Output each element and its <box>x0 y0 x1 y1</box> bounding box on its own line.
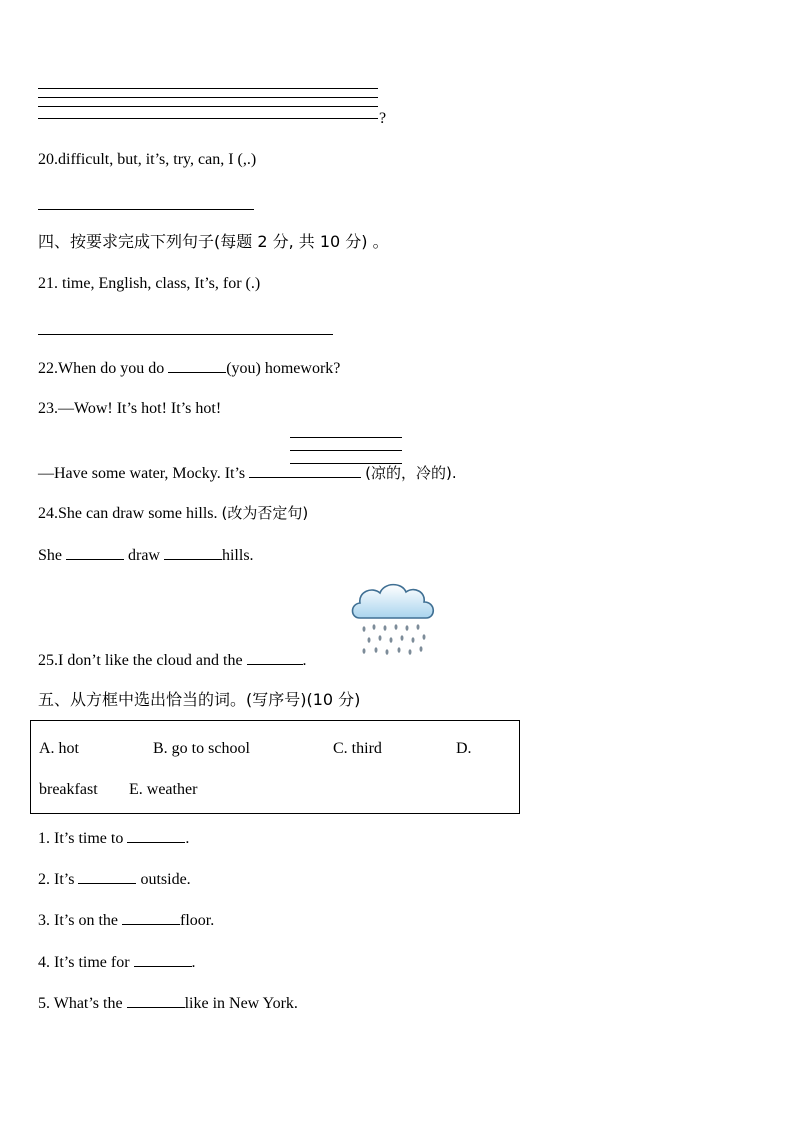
q23-hint: (凉的，冷的). <box>365 464 457 482</box>
option-a: A. hot <box>39 740 79 757</box>
q24-text: She can draw some hills. <box>58 505 218 522</box>
fill-1-blank[interactable] <box>127 828 185 843</box>
fill-3-after: floor. <box>180 912 215 929</box>
fill-2-blank[interactable] <box>78 869 136 884</box>
word-box <box>30 720 520 814</box>
section5-title: 五、从方框中选出恰当的词。(写序号)(10 分) <box>38 690 361 709</box>
q24-prompt <box>38 503 308 524</box>
option-b: B. go to school <box>153 740 250 757</box>
q24-blank-2[interactable] <box>164 545 222 560</box>
q25-blank[interactable] <box>247 650 303 665</box>
q23-line1-text: —Wow! It’s hot! It’s hot! <box>58 400 222 417</box>
q20-prompt <box>38 150 256 170</box>
q24-answer-b: draw <box>124 547 164 564</box>
fill-item-4 <box>38 952 196 973</box>
q20-number: 20. <box>38 151 58 168</box>
q24-answer-c: hills. <box>221 547 254 564</box>
q21-text: time, English, class, It’s, for (.) <box>58 275 261 292</box>
q21-prompt <box>38 274 260 294</box>
q25-prompt <box>38 650 307 671</box>
q21-answer-line[interactable] <box>38 334 333 335</box>
q24-answer-a: She <box>38 547 66 564</box>
fill-5-after: like in New York. <box>184 995 298 1012</box>
q19-line-1 <box>38 88 378 89</box>
option-e: E. weather <box>129 781 198 798</box>
q22-after: (you) homework? <box>226 360 341 377</box>
fill-3-before: 3. It’s on the <box>38 912 122 929</box>
q25-number: 25. <box>38 652 58 669</box>
q21-number: 21. <box>38 275 58 292</box>
fill-1-after: . <box>185 830 190 847</box>
fill-2-after: outside. <box>136 871 191 888</box>
q19-line-2 <box>38 97 378 98</box>
q20-answer-line[interactable] <box>38 209 254 210</box>
fill-item-5 <box>38 993 298 1014</box>
q22-prompt <box>38 358 340 379</box>
fill-item-3 <box>38 910 214 931</box>
section4-title: 四、按要求完成下列句子(每题 2 分, 共 10 分) 。 <box>38 232 389 251</box>
option-c: C. third <box>333 740 382 757</box>
fill-4-before: 4. It’s time for <box>38 954 134 971</box>
q24-answer <box>38 545 254 566</box>
q25-before: I don’t like the cloud and the <box>58 652 247 669</box>
q22-blank[interactable] <box>168 358 226 373</box>
q19-line-3 <box>38 106 378 107</box>
q24-blank-1[interactable] <box>66 545 124 560</box>
fill-3-blank[interactable] <box>122 910 180 925</box>
q23-line2-text: —Have some water, Mocky. It’s <box>38 465 250 482</box>
q25-after: . <box>302 652 307 669</box>
fill-item-1 <box>38 828 189 849</box>
fill-1-before: 1. It’s time to <box>38 830 128 847</box>
fill-5-blank[interactable] <box>127 993 185 1008</box>
q23-number: 23. <box>38 400 58 417</box>
q24-number: 24. <box>38 505 58 522</box>
fill-4-blank[interactable] <box>134 952 192 967</box>
q23-line1 <box>38 399 221 419</box>
fill-item-2 <box>38 869 191 890</box>
q22-number: 22. <box>38 360 58 377</box>
fill-5-before: 5. What’s the <box>38 995 127 1012</box>
q23-stack-line-2 <box>290 450 402 451</box>
q23-line2 <box>38 463 457 484</box>
option-d-word: breakfast <box>39 781 98 798</box>
fill-2-before: 2. It’s <box>38 871 79 888</box>
q19-line-4 <box>38 118 378 119</box>
option-d-letter: D. <box>456 740 472 757</box>
q23-blank[interactable] <box>249 463 361 478</box>
q19-question-mark: ? <box>379 110 387 127</box>
q23-stack-line-1 <box>290 437 402 438</box>
q20-text: difficult, but, it’s, try, can, I (,.) <box>58 151 257 168</box>
q24-hint: (改为否定句) <box>221 504 309 522</box>
rain-cloud-icon <box>350 580 436 664</box>
fill-4-after: . <box>191 954 196 971</box>
q22-before: When do you do <box>58 360 169 377</box>
